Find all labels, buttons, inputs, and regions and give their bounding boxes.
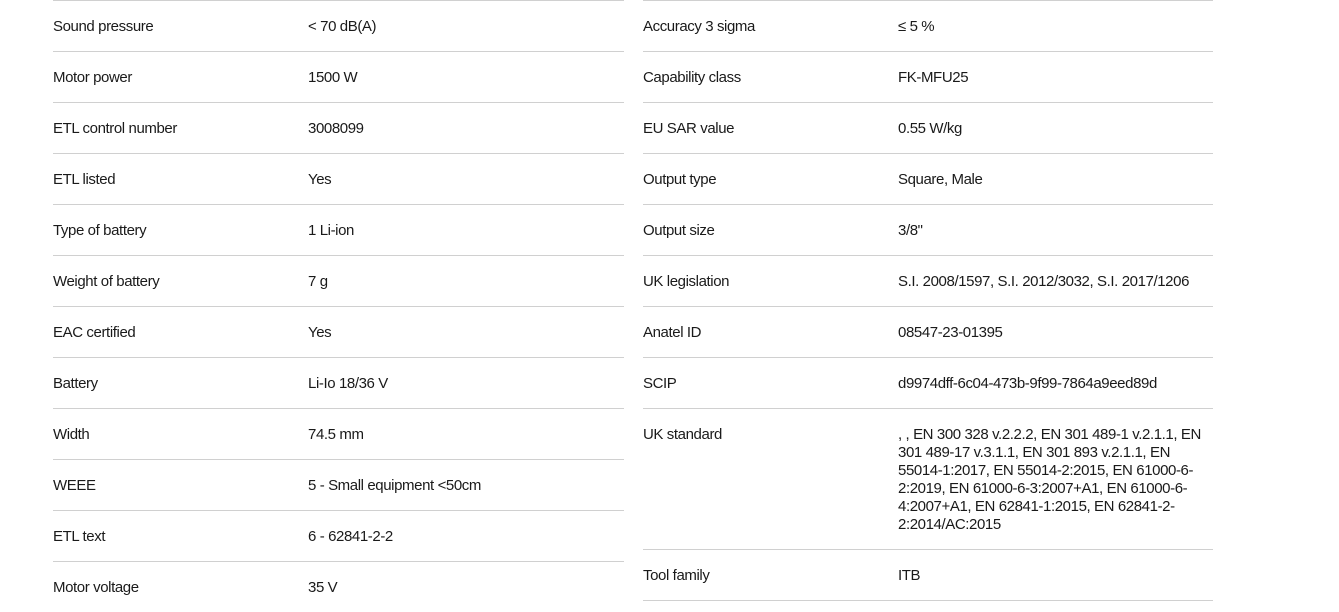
spec-value: 7 g xyxy=(308,273,328,290)
spec-row xyxy=(53,0,624,51)
spec-label: UK legislation xyxy=(643,273,730,290)
spec-value: Yes xyxy=(308,171,332,188)
spec-value: d9974dff-6c04-473b-9f99-7864a9eed89d xyxy=(898,375,1157,392)
spec-value: 1 Li-ion xyxy=(308,222,354,239)
spec-label: SCIP xyxy=(643,375,677,392)
spec-label: WEEE xyxy=(53,477,96,494)
spec-row xyxy=(53,51,624,102)
spec-label: Weight of battery xyxy=(53,273,160,290)
spec-value: 0.55 W/kg xyxy=(898,120,962,137)
spec-value: 08547-23-01395 xyxy=(898,324,1003,341)
spec-value: Square, Male xyxy=(898,171,983,188)
spec-row xyxy=(643,102,1213,153)
spec-row xyxy=(643,408,1213,549)
spec-label: ETL control number xyxy=(53,120,177,137)
spec-value: ITB xyxy=(898,567,921,584)
spec-row xyxy=(53,510,624,561)
spec-value: 1500 W xyxy=(308,69,358,86)
spec-value: 3/8" xyxy=(898,222,923,239)
spec-row xyxy=(53,306,624,357)
spec-row xyxy=(53,204,624,255)
spec-label: Motor voltage xyxy=(53,579,139,596)
spec-label: Capability class xyxy=(643,69,741,86)
spec-label: Tool family xyxy=(643,567,710,584)
spec-row xyxy=(643,153,1213,204)
spec-label: UK standard xyxy=(643,426,722,443)
spec-table-right xyxy=(643,0,1213,601)
spec-row xyxy=(643,51,1213,102)
spec-table-left xyxy=(53,0,624,612)
spec-value: 74.5 mm xyxy=(308,426,364,443)
spec-row xyxy=(53,459,624,510)
spec-label: ETL listed xyxy=(53,171,116,188)
spec-label: Motor power xyxy=(53,69,132,86)
spec-label: EAC certified xyxy=(53,324,136,341)
spec-row xyxy=(53,102,624,153)
spec-value: ≤ 5 % xyxy=(898,18,935,35)
spec-row xyxy=(53,153,624,204)
spec-value: Yes xyxy=(308,324,332,341)
spec-row xyxy=(643,0,1213,51)
spec-row xyxy=(643,549,1213,600)
spec-label: ETL text xyxy=(53,528,106,545)
spec-value: 35 V xyxy=(308,579,338,596)
spec-row xyxy=(53,561,624,612)
spec-value: S.I. 2008/1597, S.I. 2012/3032, S.I. 2017/1206 xyxy=(898,273,1190,290)
spec-label: Battery xyxy=(53,375,98,392)
spec-label: Output size xyxy=(643,222,715,239)
spec-label: Output type xyxy=(643,171,717,188)
spec-row xyxy=(643,255,1213,306)
spec-value: FK-MFU25 xyxy=(898,69,969,86)
spec-row xyxy=(53,357,624,408)
spec-label: Accuracy 3 sigma xyxy=(643,18,755,35)
spec-value: , , EN 300 328 v.2.2.2, EN 301 489-1 v.2.1.1, EN 301 489-17 v.3.1.1, EN 301 893 v.2.1.1, EN 55014-1:2017, EN 55014-2:2015, EN 61000-6-2:2019, EN 61000-6-3:2007+A1, EN 61000-6-4:2007+A1, EN 62841-1:2015, EN 62841-2-2:2014/AC:2015 xyxy=(898,426,1201,533)
spec-label: EU SAR value xyxy=(643,120,735,137)
spec-label: Type of battery xyxy=(53,222,147,239)
spec-value: < 70 dB(A) xyxy=(308,18,377,35)
spec-row xyxy=(53,255,624,306)
spec-value: 6 - 62841-2-2 xyxy=(308,528,393,545)
spec-label: Anatel ID xyxy=(643,324,702,341)
spec-row xyxy=(53,408,624,459)
spec-label: Width xyxy=(53,426,90,443)
spec-row xyxy=(643,204,1213,255)
spec-label: Sound pressure xyxy=(53,18,154,35)
spec-row xyxy=(643,357,1213,408)
spec-value: Li-Io 18/36 V xyxy=(308,375,388,392)
spec-value: 3008099 xyxy=(308,120,364,137)
spec-value: 5 - Small equipment <50cm xyxy=(308,477,482,494)
spec-row xyxy=(643,306,1213,357)
